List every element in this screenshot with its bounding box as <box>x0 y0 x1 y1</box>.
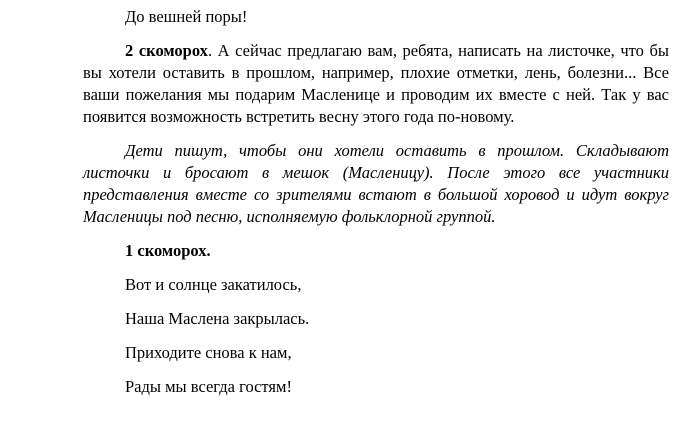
spacer <box>83 128 669 140</box>
opening-line: До вешней поры! <box>125 7 248 26</box>
spacer <box>83 262 669 274</box>
speaker-label-1: 1 скоморох. <box>125 241 211 260</box>
verse-line-4: Рады мы всегда гостям! <box>125 377 292 396</box>
spacer <box>83 228 669 240</box>
speaker-label-2: 2 скоморох <box>125 41 208 60</box>
spacer <box>83 28 669 40</box>
spacer <box>83 296 669 308</box>
spacer <box>83 364 669 376</box>
stage-direction: Дети пишут, чтобы они хотели оставить в прошлом. Складывают листочки и бросают в мешок (Масленицу). После этого все участники представления вместе со зрителями встают в большой хоровод и идут вокруг Масленицы под песню, исполняемую фольклорной группой. <box>83 141 669 226</box>
verse-line-3: Приходите снова к нам, <box>125 343 292 362</box>
verse-line-1: Вот и солнце закатилось, <box>125 275 302 294</box>
spacer <box>83 330 669 342</box>
speech-paragraph-2 <box>83 40 669 128</box>
verse-line-2: Наша Маслена закрылась. <box>125 309 310 328</box>
speech-text-2: . А сейчас предлагаю вам, ребята, написать на листочке, что бы вы хотели оставить в прошлом, например, плохие отметки, лень, болезни... Все ваши пожелания мы подарим Масленице и проводим их вместе с ней. Так у вас появится возможность встретить весну этого года по-новому. <box>83 41 669 126</box>
